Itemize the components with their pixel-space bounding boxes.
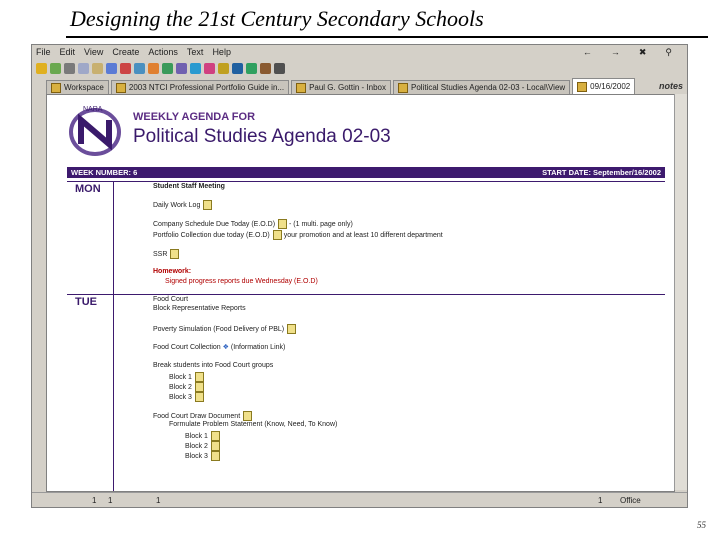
menu-actions[interactable]: Actions — [148, 47, 178, 57]
document-icon[interactable] — [195, 372, 204, 382]
link-icon[interactable] — [246, 63, 257, 74]
agenda-item: Block 3 — [169, 392, 204, 402]
toolbar — [32, 59, 687, 77]
tab-portfolio-guide[interactable]: 2003 NTCI Professional Portfolio Guide in... — [111, 80, 289, 94]
document-icon[interactable] — [195, 392, 204, 402]
refresh-icon[interactable] — [50, 63, 61, 74]
nara-logo-icon — [69, 102, 121, 156]
day-divider — [113, 294, 114, 492]
agenda-item: Student Staff Meeting — [153, 183, 225, 190]
agenda-title: Political Studies Agenda 02-03 — [133, 126, 391, 147]
nav-buttons — [583, 47, 681, 58]
stop-icon[interactable]: ✖ — [638, 46, 647, 57]
document-icon[interactable] — [287, 324, 296, 334]
day-label-mon: MON — [75, 183, 101, 195]
tab-current-document[interactable]: 09/16/2002 — [572, 78, 635, 94]
underline-icon[interactable] — [134, 63, 145, 74]
italic-icon[interactable] — [120, 63, 131, 74]
agenda-item: Food Court Collection ❖ (Information Link) — [153, 344, 286, 351]
menu-bar — [32, 45, 687, 59]
agenda-item: Block 2 — [185, 441, 220, 451]
agenda-item: Block 3 — [185, 451, 220, 461]
slide-title: Designing the 21st Century Secondary Schools — [70, 6, 484, 31]
document-icon[interactable] — [243, 411, 252, 421]
back-icon[interactable]: ← — [582, 46, 592, 57]
number-icon[interactable] — [176, 63, 187, 74]
notes-logo: notes — [658, 81, 683, 91]
title-rule — [66, 36, 708, 38]
agenda-item: Company Schedule Due Today (E.O.D) - (1 multi. page only) — [153, 220, 353, 228]
document-icon — [116, 83, 126, 93]
svg-text:NARA: NARA — [83, 106, 103, 113]
agenda-item: Block 1 — [169, 372, 204, 382]
agenda-item: Block Representative Reports — [153, 305, 246, 312]
bullet-icon[interactable] — [162, 63, 173, 74]
tab-inbox[interactable]: Paul G. Gottin - Inbox — [291, 80, 391, 94]
tab-agenda-view[interactable]: Political Studies Agenda 02-03 - Local\View — [393, 80, 570, 94]
homework-item: Signed progress reports due Wednesday (E.O.D) — [165, 278, 318, 285]
page-number: 55 — [697, 520, 706, 530]
document-icon[interactable] — [211, 441, 220, 451]
agenda-item: SSR — [153, 249, 179, 259]
vertical-scrollbar[interactable] — [674, 94, 687, 490]
document-icon[interactable] — [170, 249, 179, 259]
workspace-icon — [51, 83, 61, 93]
search-icon[interactable]: ⚲ — [665, 46, 672, 57]
align-icon[interactable] — [218, 63, 229, 74]
indent-icon[interactable] — [190, 63, 201, 74]
tab-workspace[interactable]: Workspace — [46, 80, 109, 94]
agenda-item: Formulate Problem Statement (Know, Need, To Know) — [169, 421, 338, 428]
status-field[interactable]: 1 — [92, 495, 97, 505]
status-field[interactable]: 1 — [598, 495, 603, 505]
agenda-item: Break students into Food Court groups — [153, 362, 274, 369]
window-tabs — [46, 78, 687, 94]
status-field[interactable]: 1 — [108, 495, 113, 505]
agenda-item: Daily Work Log — [153, 200, 212, 210]
menu-edit[interactable]: Edit — [59, 47, 76, 57]
menu-create[interactable]: Create — [112, 47, 140, 57]
outdent-icon[interactable] — [204, 63, 215, 74]
inbox-icon — [296, 83, 306, 93]
mon-rule — [67, 181, 665, 182]
bold-icon[interactable] — [106, 63, 117, 74]
status-field[interactable]: 1 — [156, 495, 161, 505]
homework-label: Homework: — [153, 268, 192, 275]
lotus-notes-window — [31, 44, 688, 508]
location-status[interactable]: Office — [620, 495, 641, 505]
agenda-item: Poverty Simulation (Food Delivery of PBL) — [153, 324, 296, 334]
highlight-icon[interactable] — [148, 63, 159, 74]
start-date: START DATE: September/16/2002 — [542, 168, 661, 177]
agenda-item: Food Court — [153, 296, 189, 303]
view-icon — [398, 83, 408, 93]
agenda-item: Block 1 — [185, 431, 220, 441]
attach-icon[interactable] — [260, 63, 271, 74]
open-icon[interactable] — [36, 63, 47, 74]
agenda-document — [46, 94, 675, 492]
print-icon[interactable] — [274, 63, 285, 74]
agenda-subtitle: WEEKLY AGENDA FOR — [133, 111, 256, 123]
document-icon[interactable] — [203, 200, 212, 210]
status-bar — [32, 492, 687, 507]
document-icon[interactable] — [211, 451, 220, 461]
menu-help[interactable]: Help — [212, 47, 231, 57]
agenda-item: Block 2 — [169, 382, 204, 392]
document-icon[interactable] — [273, 230, 282, 240]
document-icon[interactable] — [195, 382, 204, 392]
table-icon[interactable] — [232, 63, 243, 74]
forward-icon[interactable]: → — [610, 46, 620, 57]
menu-file[interactable]: File — [36, 47, 51, 57]
day-label-tue: TUE — [75, 296, 97, 308]
document-icon[interactable] — [278, 219, 287, 229]
tue-rule — [67, 294, 665, 295]
agenda-item: Food Court Draw Document — [153, 411, 252, 421]
copy-icon[interactable] — [78, 63, 89, 74]
link-icon[interactable]: ❖ — [222, 344, 229, 351]
document-icon — [577, 82, 587, 92]
document-icon[interactable] — [211, 431, 220, 441]
week-bar — [67, 167, 665, 178]
cut-icon[interactable] — [64, 63, 75, 74]
menu-text[interactable]: Text — [186, 47, 204, 57]
week-number: WEEK NUMBER: 6 — [71, 168, 138, 177]
menu-view[interactable]: View — [84, 47, 104, 57]
paste-icon[interactable] — [92, 63, 103, 74]
agenda-item: Portfolio Collection due today (E.O.D) your promotion and at least 10 different department — [153, 231, 443, 239]
